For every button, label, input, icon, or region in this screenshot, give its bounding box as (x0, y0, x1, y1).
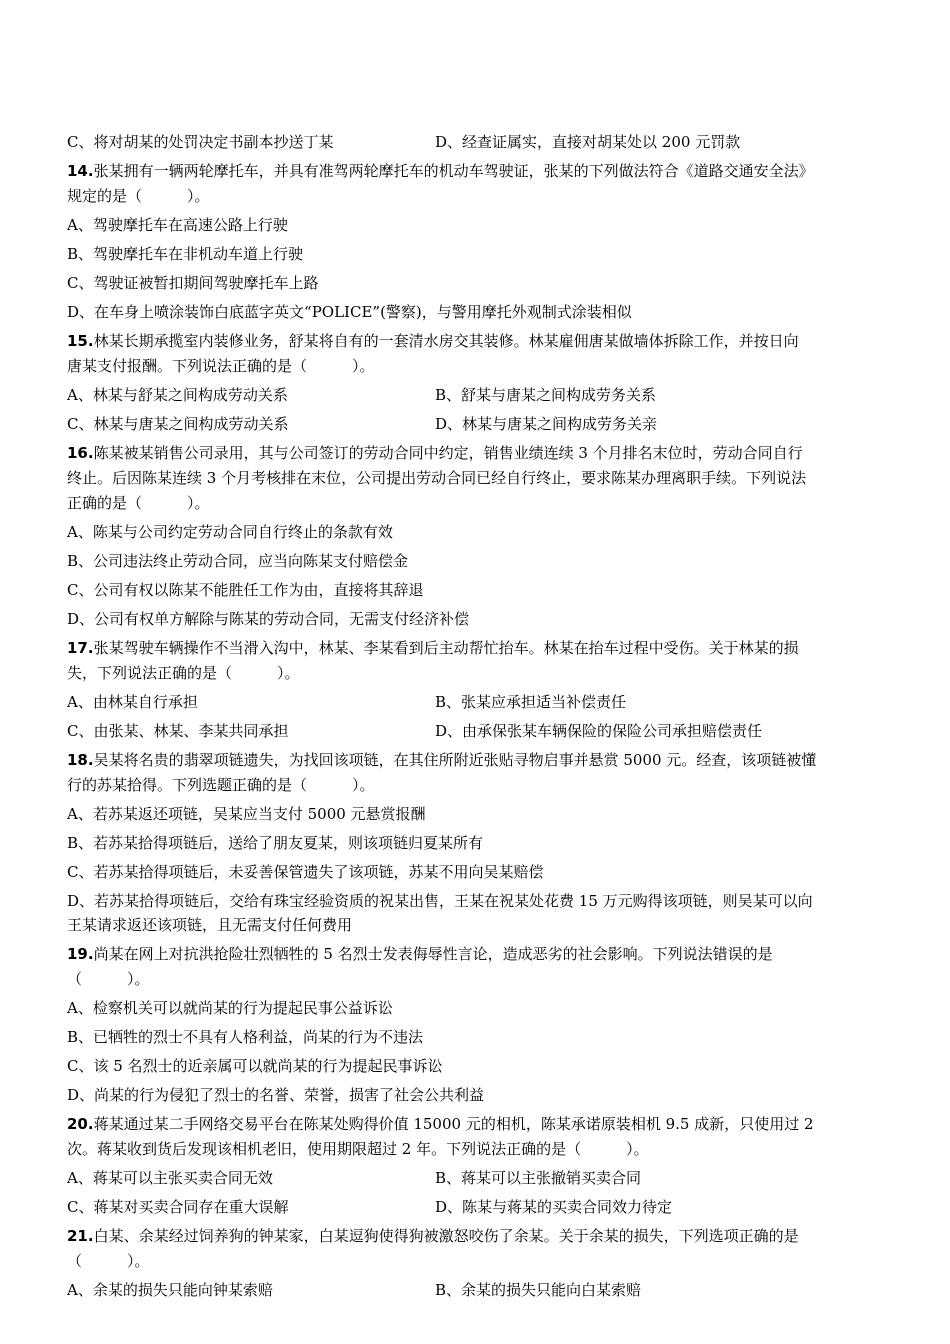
option-18-d-line-2: 王某请求返还该项链，且无需支付任何费用 (67, 916, 353, 934)
option-20-c-d (67, 1195, 887, 1219)
question-21-number: 21. (67, 1227, 94, 1245)
question-21-line-2: （ ）。 (67, 1252, 150, 1270)
option-17-d: D、由承保张某车辆保险的保险公司承担赔偿责任 (435, 722, 763, 740)
question-20-line-2: 次。蒋某收到货后发现该相机老旧，使用期限超过 2 年。下列说法正确的是（ ）。 (67, 1140, 649, 1158)
option-21-a: A、余某的损失只能向钟某索赔 (67, 1281, 273, 1299)
question-16-line-1 (67, 441, 887, 465)
option-14-a: A、驾驶摩托车在高速公路上行驶 (67, 216, 288, 234)
question-15-number: 15. (67, 332, 94, 350)
question-18-text-1: 吴某将名贵的翡翠项链遗失，为找回该项链，在其住所附近张贴寻物启事并悬赏 5000 元。经查，该项链被懂 (93, 751, 817, 769)
option-18-c: C、若苏某拾得项链后，未妥善保管遗失了该项链，苏某不用向吴某赔偿 (67, 863, 544, 881)
option-18-b: B、若苏某拾得项链后，送给了朋友夏某，则该项链归夏某所有 (67, 834, 484, 852)
question-20-text-1: 蒋某通过某二手网络交易平台在陈某处购得价值 15000 元的相机，陈某承诺原装相机 9.5 成新，只使用过 2 (93, 1115, 814, 1133)
question-21-text-1: 白某、余某经过饲养狗的钟某家，白某逗狗使得狗被激怒咬伤了余某。关于余某的损失，下列选项正确的是 (93, 1227, 799, 1245)
option-16-c: C、公司有权以陈某不能胜任工作为由，直接将其辞退 (67, 581, 424, 599)
question-14-line-1 (67, 159, 887, 183)
question-16-number: 16. (67, 444, 94, 462)
question-17-line-1 (67, 636, 887, 660)
question-19-line-2: （ ）。 (67, 970, 150, 988)
question-16-line-3: 正确的是（ ）。 (67, 494, 210, 512)
option-14-c: C、驾驶证被暂扣期间驾驶摩托车上路 (67, 274, 319, 292)
question-14-line-2: 规定的是（ ）。 (67, 187, 210, 205)
option-21-b: B、余某的损失只能向白某索赔 (435, 1281, 642, 1299)
question-19-text-1: 尚某在网上对抗洪抢险壮烈牺牲的 5 名烈士发表侮辱性言论，造成恶劣的社会影响。下列说法错误的是 (93, 945, 773, 963)
question-18-number: 18. (67, 751, 94, 769)
question-15-line-2: 唐某支付报酬。下列说法正确的是（ ）。 (67, 357, 375, 375)
option-18-a: A、若苏某返还项链，吴某应当支付 5000 元悬赏报酬 (67, 805, 426, 823)
option-15-b: B、舒某与唐某之间构成劳务关系 (435, 386, 657, 404)
option-15-a: A、林某与舒某之间构成劳动关系 (67, 386, 288, 404)
option-17-c: C、由张某、林某、李某共同承担 (67, 722, 289, 740)
option-17-c-d (67, 719, 887, 743)
option-20-b: B、蒋某可以主张撤销买卖合同 (435, 1169, 642, 1187)
option-13-c: C、将对胡某的处罚决定书副本抄送丁某 (67, 133, 334, 151)
question-21-line-1 (67, 1224, 887, 1248)
option-15-d: D、林某与唐某之间构成劳务关亲 (435, 415, 658, 433)
option-16-b: B、公司违法终止劳动合同，应当向陈某支付赔偿金 (67, 552, 409, 570)
option-20-c: C、蒋某对买卖合同存在重大误解 (67, 1198, 289, 1216)
option-19-b: B、已牺牲的烈士不具有人格利益，尚某的行为不违法 (67, 1028, 424, 1046)
question-19-line-1 (67, 942, 887, 966)
option-19-d: D、尚某的行为侵犯了烈士的名誉、荣誉，损害了社会公共利益 (67, 1086, 485, 1104)
option-20-a-b (67, 1166, 887, 1190)
question-20-line-1 (67, 1112, 887, 1136)
option-15-a-b (67, 383, 887, 407)
option-16-a: A、陈某与公司约定劳动合同自行终止的条款有效 (67, 523, 393, 541)
option-13-d: D、经查证属实，直接对胡某处以 200 元罚款 (435, 133, 741, 151)
question-16-text-1: 陈某被某销售公司录用，其与公司签订的劳动合同中约定，销售业绩连续 3 个月排名末位时，劳动合同自行 (93, 444, 803, 462)
option-14-d: D、在车身上喷涂装饰白底蓝字英文“POLICE”(警察)，与警用摩托外观制式涂装相似 (67, 303, 632, 321)
question-14-number: 14. (67, 162, 94, 180)
option-15-c: C、林某与唐某之间构成劳动关系 (67, 415, 289, 433)
option-14-b: B、驾驶摩托车在非机动车道上行驶 (67, 245, 304, 263)
question-18-line-1 (67, 748, 887, 772)
option-20-d: D、陈某与蒋某的买卖合同效力待定 (435, 1198, 673, 1216)
option-16-d: D、公司有权单方解除与陈某的劳动合同，无需支付经济补偿 (67, 610, 470, 628)
option-21-a-b (67, 1278, 887, 1302)
option-15-c-d (67, 412, 887, 436)
option-18-d-line-1: D、若苏某拾得项链后，交给有珠宝经验资质的祝某出售，王某在祝某处花费 15 万元购得该项链，则吴某可以向 (67, 892, 813, 910)
option-20-a: A、蒋某可以主张买卖合同无效 (67, 1169, 273, 1187)
option-19-a: A、检察机关可以就尚某的行为提起民事公益诉讼 (67, 999, 393, 1017)
question-17-line-2: 失，下列说法正确的是（ ）。 (67, 664, 300, 682)
question-18-line-2: 行的苏某拾得。下列选题正确的是（ ）。 (67, 776, 375, 794)
option-17-a: A、由林某自行承担 (67, 693, 198, 711)
question-14-text-1: 张某拥有一辆两轮摩托车，并具有准驾两轮摩托车的机动车驾驶证，张某的下列做法符合《道路交通安全法》 (93, 162, 814, 180)
option-17-b: B、张某应承担适当补偿责任 (435, 693, 627, 711)
option-19-c: C、该 5 名烈士的近亲属可以就尚某的行为提起民事诉讼 (67, 1057, 443, 1075)
option-17-a-b (67, 690, 887, 714)
question-17-number: 17. (67, 639, 94, 657)
question-19-number: 19. (67, 945, 94, 963)
question-20-number: 20. (67, 1115, 94, 1133)
question-17-text-1: 张某驾驶车辆操作不当滑入沟中，林某、李某看到后主动帮忙抬车。林某在抬车过程中受伤。关于林某的损 (93, 639, 799, 657)
question-15-text-1: 林某长期承揽室内装修业务，舒某将自有的一套清水房交其装修。林某雇佣唐某做墙体拆除工作，并按日向 (93, 332, 799, 350)
option-13-c-d (67, 130, 887, 154)
question-15-line-1 (67, 329, 887, 353)
question-16-line-2: 终止。后因陈某连续 3 个月考核排在末位，公司提出劳动合同已经自行终止，要求陈某办理离职手续。下列说法 (67, 469, 807, 487)
